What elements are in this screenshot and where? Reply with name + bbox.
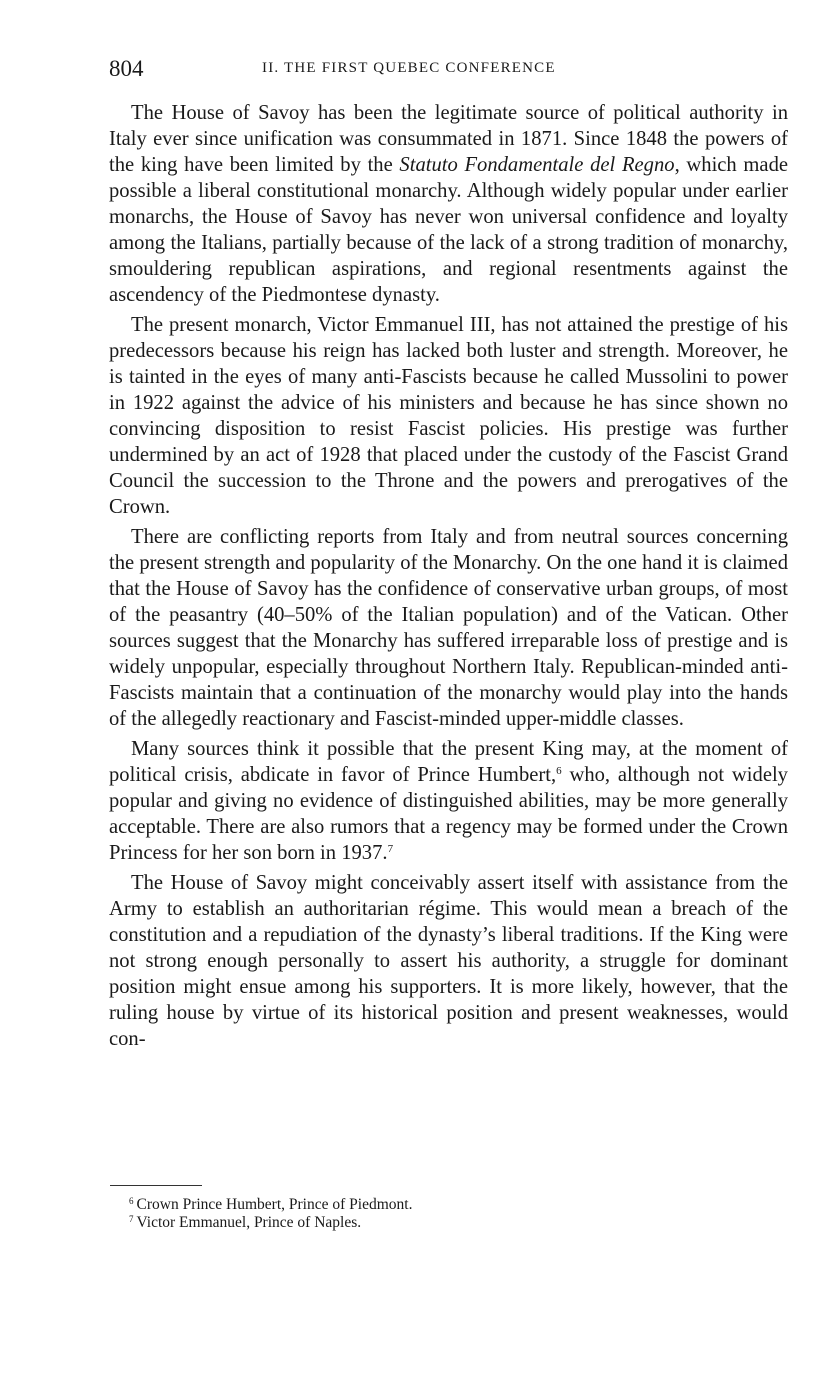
footnote-text: Crown Prince Humbert, Prince of Piedmont. xyxy=(136,1196,413,1213)
page-header xyxy=(109,55,788,85)
footnote-7 xyxy=(129,1214,789,1232)
footnotes xyxy=(129,1196,789,1232)
paragraph-4 xyxy=(109,736,788,866)
body-text xyxy=(109,100,788,1052)
paragraph-1 xyxy=(109,100,788,308)
page-number: 804 xyxy=(109,56,144,81)
paragraph-1-text-after: , which made possible a liberal constitutional monarchy. Although widely popular under earlier monarchs, the House of Savoy has never won universal confidence and loyalty among the Italians, partially because of the lack of a strong tradition of monarchy, smouldering republican aspirations, and regional resentments against the ascendency of the Piedmontese dynasty. xyxy=(109,154,789,306)
footnote-6 xyxy=(129,1196,789,1214)
paragraph-4-text-2: who, although not widely popular and giving no evidence of distinguished abilities, may be more generally acceptable. There are also rumors that a regency may be formed under the Crown Princess for her son born in 1937. xyxy=(109,764,788,864)
paragraph-5: The House of Savoy might conceivably assert itself with assistance from the Army to establish an authoritarian régime. This would mean a breach of the constitution and a repudiation of the dynasty’s liberal traditions. If the King were not strong enough personally to assert his authority, a struggle for dominant position might ensue among his supporters. It is more likely, however, that the ruling house by virtue of its historical position and present weaknesses, would con- xyxy=(109,872,788,1050)
paragraph-4-text-1: Many sources think it possible that the present King may, at the moment of political crisis, abdicate in favor of Prince Humbert, xyxy=(109,738,788,786)
footnote-divider xyxy=(110,1185,202,1186)
footnote-marker: 6 xyxy=(129,1196,134,1206)
paragraph-1-text-before: The House of Savoy has been the legitimate source of political authority in Italy ever since unification was consummated in 1871. Since 1848 the powers of the king have been limited by the xyxy=(109,102,788,176)
statuto-title: Statuto Fondamentale del Regno xyxy=(399,154,675,176)
running-head: II. THE FIRST QUEBEC CONFERENCE xyxy=(262,60,556,76)
footnote-ref-7: 7 xyxy=(387,843,394,855)
footnote-ref-6: 6 xyxy=(556,765,562,777)
footnote-marker: 7 xyxy=(129,1214,134,1224)
paragraph-2: The present monarch, Victor Emmanuel III, has not attained the prestige of his predecessors because his reign has lacked both luster and strength. Moreover, he is tainted in the eyes of many anti-Fascists because he called Mussolini to power in 1922 against the advice of his ministers and because he has since shown no convincing disposition to resist Fascist policies. His prestige was further undermined by an act of 1928 that placed under the custody of the Fascist Grand Council the succession to the Throne and the powers and prerogatives of the Crown. xyxy=(109,314,788,518)
footnote-text: Victor Emmanuel, Prince of Naples. xyxy=(136,1214,362,1231)
paragraph-3: There are conflicting reports from Italy and from neutral sources concerning the present strength and popularity of the Monarchy. On the one hand it is claimed that the House of Savoy has the confidence of conservative urban groups, of most of the peasantry (40–50% of the Italian population) and of the Vatican. Other sources suggest that the Monarchy has suffered irreparable loss of prestige and is widely unpopular, especially throughout Northern Italy. Republican-minded anti-Fascists maintain that a continuation of the monarchy would play into the hands of the allegedly reactionary and Fascist-minded upper-middle classes. xyxy=(109,526,788,730)
